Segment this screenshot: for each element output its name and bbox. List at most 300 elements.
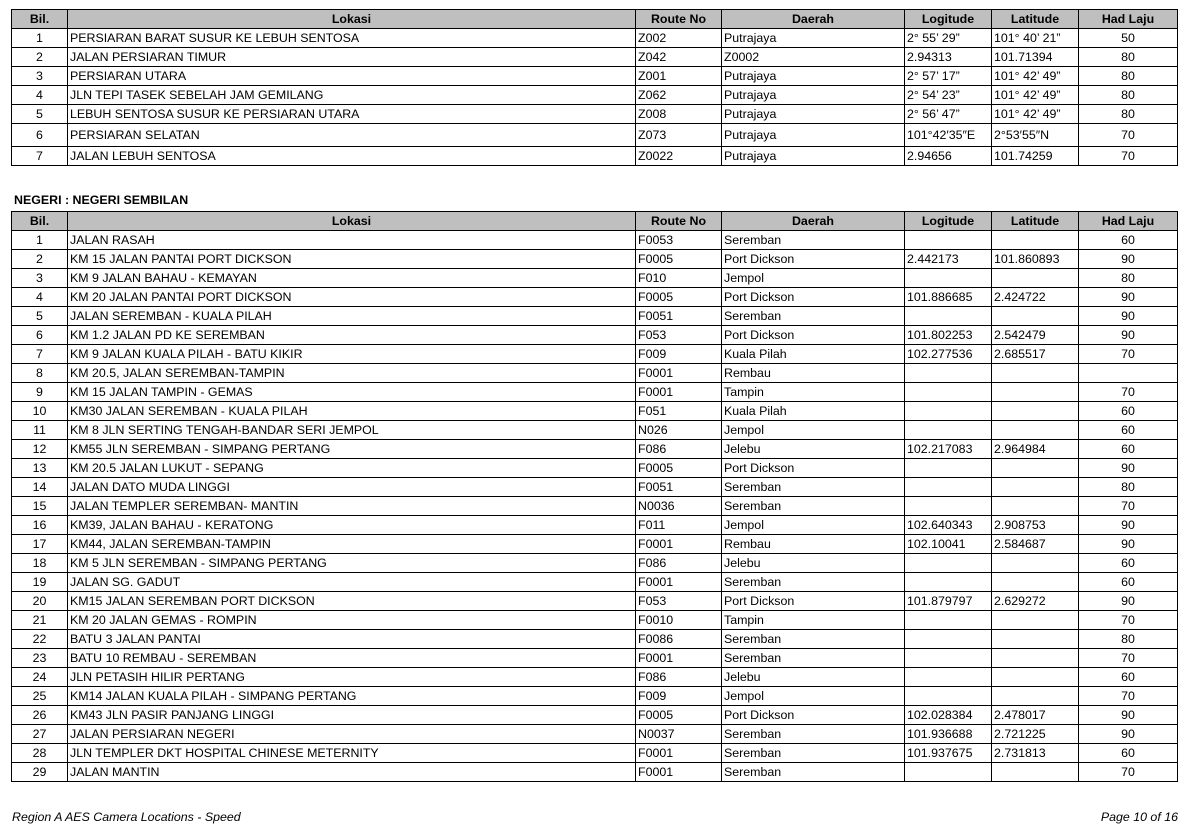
cell-latitude: 2.478017 bbox=[992, 706, 1079, 725]
cell-daerah: Z0002 bbox=[722, 48, 905, 67]
table-row bbox=[12, 288, 1178, 307]
cell-logitude: 2.94313 bbox=[905, 48, 992, 67]
cell-lokasi: KM 15 JALAN PANTAI PORT DICKSON bbox=[68, 250, 636, 269]
cell-bil: 6 bbox=[12, 124, 68, 147]
cell-lokasi: KM 9 JALAN KUALA PILAH - BATU KIKIR bbox=[68, 345, 636, 364]
cell-had-laju: 60 bbox=[1079, 402, 1178, 421]
cell-lokasi: KM30 JALAN SEREMBAN - KUALA PILAH bbox=[68, 402, 636, 421]
cell-lokasi: JALAN LEBUH SENTOSA bbox=[68, 147, 636, 166]
cell-lokasi: KM 5 JLN SEREMBAN - SIMPANG PERTANG bbox=[68, 554, 636, 573]
cell-had-laju: 70 bbox=[1079, 345, 1178, 364]
cell-logitude bbox=[905, 383, 992, 402]
table-row bbox=[12, 706, 1178, 725]
section-heading: NEGERI : NEGERI SEMBILAN bbox=[14, 193, 189, 207]
cell-daerah: Kuala Pilah bbox=[722, 402, 905, 421]
cell-had-laju: 90 bbox=[1079, 725, 1178, 744]
cell-route-no: F0005 bbox=[636, 459, 722, 478]
cell-latitude: 101° 40’ 21” bbox=[992, 29, 1079, 48]
cell-logitude bbox=[905, 402, 992, 421]
cell-lokasi: KM55 JLN SEREMBAN - SIMPANG PERTANG bbox=[68, 440, 636, 459]
table-row bbox=[12, 86, 1178, 105]
cell-latitude bbox=[992, 668, 1079, 687]
cell-lokasi: KM 20.5 JALAN LUKUT - SEPANG bbox=[68, 459, 636, 478]
cell-lokasi: KM 15 JALAN TAMPIN - GEMAS bbox=[68, 383, 636, 402]
cell-route-no: F0001 bbox=[636, 364, 722, 383]
cell-route-no: F011 bbox=[636, 516, 722, 535]
cell-latitude bbox=[992, 421, 1079, 440]
header-route-no: Route No bbox=[636, 10, 722, 29]
header-daerah: Daerah bbox=[722, 212, 905, 231]
cell-route-no: F0086 bbox=[636, 630, 722, 649]
table-row bbox=[12, 497, 1178, 516]
cell-route-no: Z001 bbox=[636, 67, 722, 86]
cell-daerah: Jelebu bbox=[722, 668, 905, 687]
cell-route-no: F009 bbox=[636, 687, 722, 706]
cell-bil: 29 bbox=[12, 763, 68, 782]
cell-bil: 22 bbox=[12, 630, 68, 649]
cell-logitude bbox=[905, 630, 992, 649]
cell-had-laju: 70 bbox=[1079, 763, 1178, 782]
cell-lokasi: PERSIARAN SELATAN bbox=[68, 124, 636, 147]
cell-lokasi: PERSIARAN BARAT SUSUR KE LEBUH SENTOSA bbox=[68, 29, 636, 48]
header-lokasi: Lokasi bbox=[68, 212, 636, 231]
cell-daerah: Seremban bbox=[722, 763, 905, 782]
table-row bbox=[12, 630, 1178, 649]
cell-lokasi: KM 9 JALAN BAHAU - KEMAYAN bbox=[68, 269, 636, 288]
cell-bil: 7 bbox=[12, 345, 68, 364]
cell-bil: 12 bbox=[12, 440, 68, 459]
cell-logitude bbox=[905, 269, 992, 288]
cell-had-laju: 70 bbox=[1079, 383, 1178, 402]
cell-daerah: Seremban bbox=[722, 649, 905, 668]
cell-route-no: F0001 bbox=[636, 649, 722, 668]
cell-lokasi: KM39, JALAN BAHAU - KERATONG bbox=[68, 516, 636, 535]
cell-had-laju: 90 bbox=[1079, 459, 1178, 478]
cell-logitude bbox=[905, 231, 992, 250]
cell-route-no: F010 bbox=[636, 269, 722, 288]
table-row bbox=[12, 744, 1178, 763]
cell-daerah: Seremban bbox=[722, 573, 905, 592]
header-latitude: Latitude bbox=[992, 10, 1079, 29]
cell-latitude bbox=[992, 573, 1079, 592]
cell-lokasi: KM 20 JALAN GEMAS - ROMPIN bbox=[68, 611, 636, 630]
cell-route-no: F0001 bbox=[636, 573, 722, 592]
cell-logitude bbox=[905, 421, 992, 440]
cell-lokasi: KM 20 JALAN PANTAI PORT DICKSON bbox=[68, 288, 636, 307]
cell-bil: 25 bbox=[12, 687, 68, 706]
cell-daerah: Jempol bbox=[722, 516, 905, 535]
cell-daerah: Port Dickson bbox=[722, 326, 905, 345]
header-logitude: Logitude bbox=[905, 212, 992, 231]
cell-lokasi: JALAN RASAH bbox=[68, 231, 636, 250]
header-bil: Bil. bbox=[12, 212, 68, 231]
table-row bbox=[12, 67, 1178, 86]
cell-bil: 4 bbox=[12, 288, 68, 307]
cell-daerah: Putrajaya bbox=[722, 124, 905, 147]
cell-bil: 15 bbox=[12, 497, 68, 516]
cell-daerah: Seremban bbox=[722, 725, 905, 744]
cell-latitude bbox=[992, 364, 1079, 383]
footer-title: Region A AES Camera Locations - Speed bbox=[12, 810, 241, 824]
cell-route-no: F0001 bbox=[636, 744, 722, 763]
table-row bbox=[12, 383, 1178, 402]
cell-logitude: 101.879797 bbox=[905, 592, 992, 611]
cell-route-no: F0051 bbox=[636, 307, 722, 326]
cell-logitude: 102.028384 bbox=[905, 706, 992, 725]
cell-bil: 6 bbox=[12, 326, 68, 345]
cell-lokasi: JLN PETASIH HILIR PERTANG bbox=[68, 668, 636, 687]
cell-had-laju: 80 bbox=[1079, 269, 1178, 288]
cell-logitude: 2° 54’ 23” bbox=[905, 86, 992, 105]
cell-latitude bbox=[992, 554, 1079, 573]
cell-latitude bbox=[992, 687, 1079, 706]
table-row bbox=[12, 535, 1178, 554]
cell-bil: 1 bbox=[12, 231, 68, 250]
cell-daerah: Jelebu bbox=[722, 554, 905, 573]
table-row bbox=[12, 326, 1178, 345]
cell-bil: 23 bbox=[12, 649, 68, 668]
cell-logitude bbox=[905, 497, 992, 516]
header-had-laju: Had Laju bbox=[1079, 212, 1178, 231]
table-row bbox=[12, 147, 1178, 166]
cell-route-no: F0001 bbox=[636, 383, 722, 402]
cell-latitude bbox=[992, 630, 1079, 649]
cell-had-laju: 80 bbox=[1079, 478, 1178, 497]
cell-bil: 13 bbox=[12, 459, 68, 478]
cell-latitude: 101.860893 bbox=[992, 250, 1079, 269]
table-row bbox=[12, 307, 1178, 326]
cell-logitude bbox=[905, 364, 992, 383]
cell-lokasi: KM15 JALAN SEREMBAN PORT DICKSON bbox=[68, 592, 636, 611]
cell-lokasi: JALAN SG. GADUT bbox=[68, 573, 636, 592]
cell-had-laju: 90 bbox=[1079, 307, 1178, 326]
cell-logitude: 101°42′35″E bbox=[905, 124, 992, 147]
cell-daerah: Tampin bbox=[722, 383, 905, 402]
cell-had-laju: 70 bbox=[1079, 611, 1178, 630]
cell-daerah: Jempol bbox=[722, 687, 905, 706]
cell-logitude: 101.937675 bbox=[905, 744, 992, 763]
table-row bbox=[12, 250, 1178, 269]
cell-daerah: Putrajaya bbox=[722, 86, 905, 105]
cell-daerah: Rembau bbox=[722, 535, 905, 554]
cell-had-laju: 60 bbox=[1079, 440, 1178, 459]
cell-daerah: Port Dickson bbox=[722, 592, 905, 611]
table-row bbox=[12, 440, 1178, 459]
table-row bbox=[12, 459, 1178, 478]
cell-had-laju: 50 bbox=[1079, 29, 1178, 48]
cell-bil: 19 bbox=[12, 573, 68, 592]
cell-lokasi: JLN TEPI TASEK SEBELAH JAM GEMILANG bbox=[68, 86, 636, 105]
cell-logitude bbox=[905, 478, 992, 497]
cell-lokasi: KM 1.2 JALAN PD KE SEREMBAN bbox=[68, 326, 636, 345]
cell-lokasi: JALAN TEMPLER SEREMBAN- MANTIN bbox=[68, 497, 636, 516]
cell-logitude bbox=[905, 573, 992, 592]
cell-logitude: 101.886685 bbox=[905, 288, 992, 307]
cell-had-laju: 60 bbox=[1079, 668, 1178, 687]
cell-route-no: Z002 bbox=[636, 29, 722, 48]
cell-bil: 4 bbox=[12, 86, 68, 105]
cell-bil: 8 bbox=[12, 364, 68, 383]
cell-latitude bbox=[992, 497, 1079, 516]
cell-latitude: 101° 42’ 49” bbox=[992, 67, 1079, 86]
table-row bbox=[12, 592, 1178, 611]
cell-logitude: 102.217083 bbox=[905, 440, 992, 459]
cell-bil: 2 bbox=[12, 250, 68, 269]
cell-daerah: Kuala Pilah bbox=[722, 345, 905, 364]
cell-had-laju: 80 bbox=[1079, 105, 1178, 124]
cell-bil: 18 bbox=[12, 554, 68, 573]
cell-route-no: F0005 bbox=[636, 706, 722, 725]
cell-lokasi: KM 8 JLN SERTING TENGAH-BANDAR SERI JEMPOL bbox=[68, 421, 636, 440]
cell-bil: 24 bbox=[12, 668, 68, 687]
cell-daerah: Port Dickson bbox=[722, 706, 905, 725]
cell-logitude bbox=[905, 554, 992, 573]
cell-lokasi: BATU 3 JALAN PANTAI bbox=[68, 630, 636, 649]
cell-daerah: Jempol bbox=[722, 421, 905, 440]
cell-had-laju: 70 bbox=[1079, 687, 1178, 706]
cell-daerah: Seremban bbox=[722, 307, 905, 326]
cell-latitude bbox=[992, 269, 1079, 288]
cell-daerah: Jelebu bbox=[722, 440, 905, 459]
cell-bil: 2 bbox=[12, 48, 68, 67]
cell-logitude bbox=[905, 307, 992, 326]
cell-logitude bbox=[905, 611, 992, 630]
cell-logitude: 102.277536 bbox=[905, 345, 992, 364]
cell-had-laju: 70 bbox=[1079, 124, 1178, 147]
cell-daerah: Seremban bbox=[722, 231, 905, 250]
cell-daerah: Seremban bbox=[722, 630, 905, 649]
cell-had-laju bbox=[1079, 364, 1178, 383]
cell-route-no: N0036 bbox=[636, 497, 722, 516]
cell-bil: 9 bbox=[12, 383, 68, 402]
cell-lokasi: JLN TEMPLER DKT HOSPITAL CHINESE METERNITY bbox=[68, 744, 636, 763]
cell-logitude bbox=[905, 649, 992, 668]
cell-route-no: F0051 bbox=[636, 478, 722, 497]
cell-had-laju: 80 bbox=[1079, 630, 1178, 649]
cell-daerah: Port Dickson bbox=[722, 250, 905, 269]
cell-daerah: Putrajaya bbox=[722, 105, 905, 124]
cell-bil: 11 bbox=[12, 421, 68, 440]
cell-route-no: Z008 bbox=[636, 105, 722, 124]
cell-had-laju: 60 bbox=[1079, 573, 1178, 592]
cell-had-laju: 80 bbox=[1079, 67, 1178, 86]
cell-route-no: F0005 bbox=[636, 250, 722, 269]
table-row bbox=[12, 554, 1178, 573]
cell-bil: 14 bbox=[12, 478, 68, 497]
cell-logitude bbox=[905, 459, 992, 478]
cell-latitude bbox=[992, 402, 1079, 421]
table-row bbox=[12, 668, 1178, 687]
table-row bbox=[12, 516, 1178, 535]
cell-route-no: F0053 bbox=[636, 231, 722, 250]
header-daerah: Daerah bbox=[722, 10, 905, 29]
cell-bil: 27 bbox=[12, 725, 68, 744]
cell-route-no: F0010 bbox=[636, 611, 722, 630]
cell-bil: 1 bbox=[12, 29, 68, 48]
cell-logitude: 101.802253 bbox=[905, 326, 992, 345]
cell-lokasi: LEBUH SENTOSA SUSUR KE PERSIARAN UTARA bbox=[68, 105, 636, 124]
cell-route-no: N026 bbox=[636, 421, 722, 440]
cell-latitude: 2.908753 bbox=[992, 516, 1079, 535]
cell-had-laju: 90 bbox=[1079, 592, 1178, 611]
cell-had-laju: 90 bbox=[1079, 288, 1178, 307]
cell-route-no: F009 bbox=[636, 345, 722, 364]
cell-lokasi: JALAN SEREMBAN - KUALA PILAH bbox=[68, 307, 636, 326]
cell-lokasi: JALAN PERSIARAN TIMUR bbox=[68, 48, 636, 67]
cell-latitude bbox=[992, 307, 1079, 326]
cell-latitude: 2.685517 bbox=[992, 345, 1079, 364]
cell-lokasi: PERSIARAN UTARA bbox=[68, 67, 636, 86]
cell-bil: 3 bbox=[12, 269, 68, 288]
cell-bil: 26 bbox=[12, 706, 68, 725]
cell-latitude: 2.731813 bbox=[992, 744, 1079, 763]
table-row bbox=[12, 364, 1178, 383]
cell-logitude bbox=[905, 763, 992, 782]
cell-lokasi: KM44, JALAN SEREMBAN-TAMPIN bbox=[68, 535, 636, 554]
cell-latitude: 2.964984 bbox=[992, 440, 1079, 459]
page-number: Page 10 of 16 bbox=[1100, 810, 1178, 824]
header-logitude: Logitude bbox=[905, 10, 992, 29]
cell-daerah: Putrajaya bbox=[722, 147, 905, 166]
cell-lokasi: JALAN PERSIARAN NEGERI bbox=[68, 725, 636, 744]
cell-latitude bbox=[992, 611, 1079, 630]
table-header-row bbox=[12, 10, 1178, 29]
cell-had-laju: 60 bbox=[1079, 744, 1178, 763]
cell-bil: 28 bbox=[12, 744, 68, 763]
cell-logitude: 102.10041 bbox=[905, 535, 992, 554]
cell-bil: 5 bbox=[12, 105, 68, 124]
cell-lokasi: JALAN DATO MUDA LINGGI bbox=[68, 478, 636, 497]
cell-route-no: F053 bbox=[636, 592, 722, 611]
cell-logitude: 102.640343 bbox=[905, 516, 992, 535]
cell-latitude: 2.542479 bbox=[992, 326, 1079, 345]
cell-route-no: F051 bbox=[636, 402, 722, 421]
cell-had-laju: 70 bbox=[1079, 497, 1178, 516]
negeri-sembilan-camera-table bbox=[11, 211, 1178, 782]
table-row bbox=[12, 725, 1178, 744]
cell-daerah: Tampin bbox=[722, 611, 905, 630]
cell-had-laju: 90 bbox=[1079, 326, 1178, 345]
cell-bil: 3 bbox=[12, 67, 68, 86]
cell-logitude: 2.94656 bbox=[905, 147, 992, 166]
cell-daerah: Port Dickson bbox=[722, 288, 905, 307]
cell-latitude: 2.629272 bbox=[992, 592, 1079, 611]
cell-latitude bbox=[992, 478, 1079, 497]
cell-had-laju: 60 bbox=[1079, 554, 1178, 573]
cell-bil: 16 bbox=[12, 516, 68, 535]
cell-bil: 20 bbox=[12, 592, 68, 611]
cell-daerah: Putrajaya bbox=[722, 29, 905, 48]
cell-route-no: F0005 bbox=[636, 288, 722, 307]
table-row bbox=[12, 421, 1178, 440]
cell-bil: 21 bbox=[12, 611, 68, 630]
table-row bbox=[12, 402, 1178, 421]
cell-route-no: F053 bbox=[636, 326, 722, 345]
cell-latitude bbox=[992, 649, 1079, 668]
cell-route-no: Z0022 bbox=[636, 147, 722, 166]
cell-logitude: 2° 55’ 29” bbox=[905, 29, 992, 48]
cell-bil: 7 bbox=[12, 147, 68, 166]
cell-daerah: Seremban bbox=[722, 744, 905, 763]
cell-latitude: 101.71394 bbox=[992, 48, 1079, 67]
header-had-laju: Had Laju bbox=[1079, 10, 1178, 29]
cell-route-no: N0037 bbox=[636, 725, 722, 744]
cell-lokasi: BATU 10 REMBAU - SEREMBAN bbox=[68, 649, 636, 668]
cell-lokasi: KM 20.5, JALAN SEREMBAN-TAMPIN bbox=[68, 364, 636, 383]
cell-logitude bbox=[905, 687, 992, 706]
table-row bbox=[12, 345, 1178, 364]
cell-latitude: 101.74259 bbox=[992, 147, 1079, 166]
cell-bil: 5 bbox=[12, 307, 68, 326]
header-lokasi: Lokasi bbox=[68, 10, 636, 29]
cell-had-laju: 90 bbox=[1079, 250, 1178, 269]
cell-had-laju: 90 bbox=[1079, 706, 1178, 725]
cell-had-laju: 80 bbox=[1079, 86, 1178, 105]
cell-latitude bbox=[992, 231, 1079, 250]
cell-had-laju: 80 bbox=[1079, 48, 1178, 67]
cell-daerah: Rembau bbox=[722, 364, 905, 383]
table-header-row bbox=[12, 212, 1178, 231]
cell-route-no: F0001 bbox=[636, 535, 722, 554]
cell-latitude: 2.721225 bbox=[992, 725, 1079, 744]
cell-had-laju: 70 bbox=[1079, 147, 1178, 166]
cell-logitude: 2° 57’ 17” bbox=[905, 67, 992, 86]
table-row bbox=[12, 649, 1178, 668]
cell-lokasi: JALAN MANTIN bbox=[68, 763, 636, 782]
cell-latitude bbox=[992, 383, 1079, 402]
table-row bbox=[12, 231, 1178, 250]
cell-latitude bbox=[992, 459, 1079, 478]
cell-logitude: 2.442173 bbox=[905, 250, 992, 269]
cell-had-laju: 70 bbox=[1079, 649, 1178, 668]
cell-logitude bbox=[905, 668, 992, 687]
table-row bbox=[12, 124, 1178, 147]
cell-route-no: F0001 bbox=[636, 763, 722, 782]
cell-lokasi: KM14 JALAN KUALA PILAH - SIMPANG PERTANG bbox=[68, 687, 636, 706]
cell-daerah: Seremban bbox=[722, 478, 905, 497]
cell-bil: 17 bbox=[12, 535, 68, 554]
cell-latitude: 2.584687 bbox=[992, 535, 1079, 554]
cell-route-no: Z073 bbox=[636, 124, 722, 147]
header-latitude: Latitude bbox=[992, 212, 1079, 231]
cell-had-laju: 90 bbox=[1079, 516, 1178, 535]
table-row bbox=[12, 478, 1178, 497]
cell-daerah: Seremban bbox=[722, 497, 905, 516]
cell-daerah: Port Dickson bbox=[722, 459, 905, 478]
cell-route-no: Z062 bbox=[636, 86, 722, 105]
cell-logitude: 2° 56’ 47” bbox=[905, 105, 992, 124]
cell-logitude: 101.936688 bbox=[905, 725, 992, 744]
cell-had-laju: 60 bbox=[1079, 421, 1178, 440]
cell-daerah: Putrajaya bbox=[722, 67, 905, 86]
cell-had-laju: 90 bbox=[1079, 535, 1178, 554]
cell-lokasi: KM43 JLN PASIR PANJANG LINGGI bbox=[68, 706, 636, 725]
cell-route-no: Z042 bbox=[636, 48, 722, 67]
table-row bbox=[12, 573, 1178, 592]
cell-latitude: 101° 42’ 49” bbox=[992, 86, 1079, 105]
header-bil: Bil. bbox=[12, 10, 68, 29]
cell-latitude: 101° 42’ 49” bbox=[992, 105, 1079, 124]
header-route-no: Route No bbox=[636, 212, 722, 231]
table-row bbox=[12, 29, 1178, 48]
cell-latitude: 2.424722 bbox=[992, 288, 1079, 307]
cell-route-no: F086 bbox=[636, 668, 722, 687]
cell-bil: 10 bbox=[12, 402, 68, 421]
cell-latitude bbox=[992, 763, 1079, 782]
cell-route-no: F086 bbox=[636, 440, 722, 459]
table-row bbox=[12, 611, 1178, 630]
cell-daerah: Jempol bbox=[722, 269, 905, 288]
